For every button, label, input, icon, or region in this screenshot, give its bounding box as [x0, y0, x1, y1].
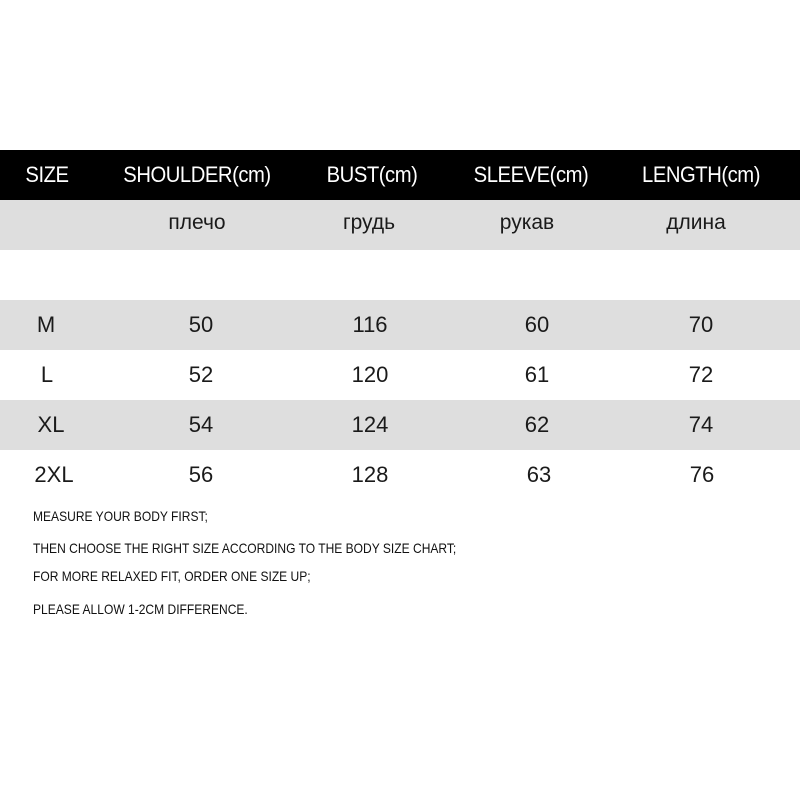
- cell-sleeve: 61: [524, 362, 550, 387]
- subheader-bust: грудь: [342, 211, 396, 234]
- cell-size: 2XL: [34, 462, 74, 487]
- cell-shoulder: 52: [188, 362, 214, 387]
- size-chart-subheader: [0, 200, 800, 250]
- table-row: [0, 450, 800, 500]
- header-shoulder: SHOULDER(cm): [123, 162, 271, 187]
- table-row: [0, 400, 800, 450]
- note-line: PLEASE ALLOW 1-2CM DIFFERENCE.: [33, 601, 248, 617]
- header-sleeve: SLEEVE(cm): [473, 162, 589, 187]
- note-line: FOR MORE RELAXED FIT, ORDER ONE SIZE UP;: [33, 568, 311, 584]
- cell-length: 74: [688, 412, 714, 437]
- cell-length: 76: [689, 462, 715, 487]
- note-line: THEN CHOOSE THE RIGHT SIZE ACCORDING TO THE BODY SIZE CHART;: [33, 540, 457, 556]
- subheader-sleeve: рукав: [499, 211, 555, 234]
- subheader-shoulder: плечо: [168, 211, 226, 234]
- note-line: MEASURE YOUR BODY FIRST;: [33, 508, 208, 524]
- header-size: SIZE: [25, 162, 69, 187]
- cell-sleeve: 63: [526, 462, 552, 487]
- table-row: [0, 350, 800, 400]
- cell-bust: 124: [351, 412, 389, 437]
- cell-size: M: [36, 312, 56, 337]
- table-row: [0, 300, 800, 350]
- cell-length: 72: [688, 362, 714, 387]
- cell-shoulder: 50: [188, 312, 214, 337]
- cell-length: 70: [688, 312, 714, 337]
- cell-sleeve: 62: [524, 412, 550, 437]
- cell-bust: 116: [352, 312, 388, 337]
- cell-bust: 120: [351, 362, 389, 387]
- cell-bust: 128: [351, 462, 389, 487]
- header-length: LENGTH(cm): [642, 162, 760, 187]
- header-bust: BUST(cm): [326, 162, 418, 187]
- size-chart-header: [0, 150, 800, 200]
- cell-size: L: [40, 362, 54, 387]
- cell-size: XL: [37, 412, 65, 437]
- cell-sleeve: 60: [524, 312, 550, 337]
- cell-shoulder: 56: [188, 462, 214, 487]
- subheader-length: длина: [666, 211, 726, 234]
- cell-shoulder: 54: [188, 412, 214, 437]
